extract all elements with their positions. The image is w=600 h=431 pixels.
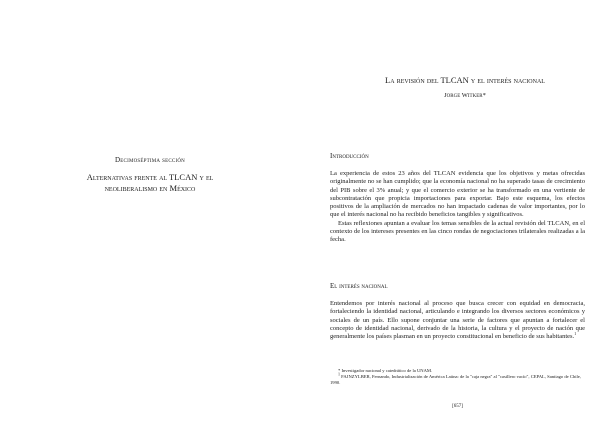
intro-paragraph-1: La experiencia de estos 23 años del TLCAN evidencia que los objetivos y metas ofrecidas originalmente no se han cumplido; que la economía nacional no ha superado tasas de crecimiento del PIB sobre el 3% anual; y que el comercio exterior se ha transformado en una vertiente de subcontratación que propicia importaciones para exportar. Bajo este esquema, los efectos positivos de la ampliación de mercados no han impactado cadenas de valor importantes, por lo que el interés nacional no ha recibido beneficios tangibles y significativos. [330, 170, 585, 219]
page-number: [657] [452, 404, 463, 409]
author-footnote-mark: * [482, 92, 486, 99]
author [330, 92, 600, 99]
interes-paragraph-text: Entendemos por interés nacional al proceso que busca crecer con equidad en democracia, fortaleciendo la identidad nacional, articulando e integrando los diversos sectores económicos y sociales de un país. Ello supone conjuntar una serie de factores que apuntan a fortalecer el concepto de identidad nacional, derivado de la historia, la cultura y el proyecto de nación que generalmente los países plasman en un proyecto constitucional en beneficio de sus habitantes. [330, 300, 585, 341]
right-page [300, 0, 600, 431]
section-label: Decimoséptima sección [115, 156, 185, 164]
intro-heading: Introducción [330, 152, 369, 160]
interes-body [330, 300, 585, 341]
footnote-ref-1: 1 [574, 331, 577, 337]
footnote-1 [330, 371, 585, 386]
footnote-1-number: 1 [338, 371, 340, 377]
chapter-title: La revisión del TLCAN y el interés nacional [385, 75, 545, 85]
interes-paragraph [330, 300, 585, 341]
section-title: Alternativas frente al TLCAN y el neoliberalismo en México [86, 172, 214, 193]
interes-heading: El interés nacional [330, 282, 388, 290]
footnote-author: * Investigador nacional y catedrático de la UNAM. [338, 368, 433, 373]
intro-paragraph-2: Estas reflexiones apuntan a evaluar los temas sensibles de la actual revisión del TLCAN, en el contexto de los intereses presentes en las cinco rondas de negociaciones trilaterales realizadas a la fecha. [330, 219, 585, 244]
footnotes [330, 368, 585, 387]
footnote-1-text: FAJNZYLBER, Fernando, Industrialización de América Latina: de la "caja negra" al "casillero vacío", CEPAL, Santiago de Chile, 1990. [330, 374, 581, 386]
intro-body [330, 170, 585, 245]
author-name: Jorge Witker [444, 92, 483, 99]
